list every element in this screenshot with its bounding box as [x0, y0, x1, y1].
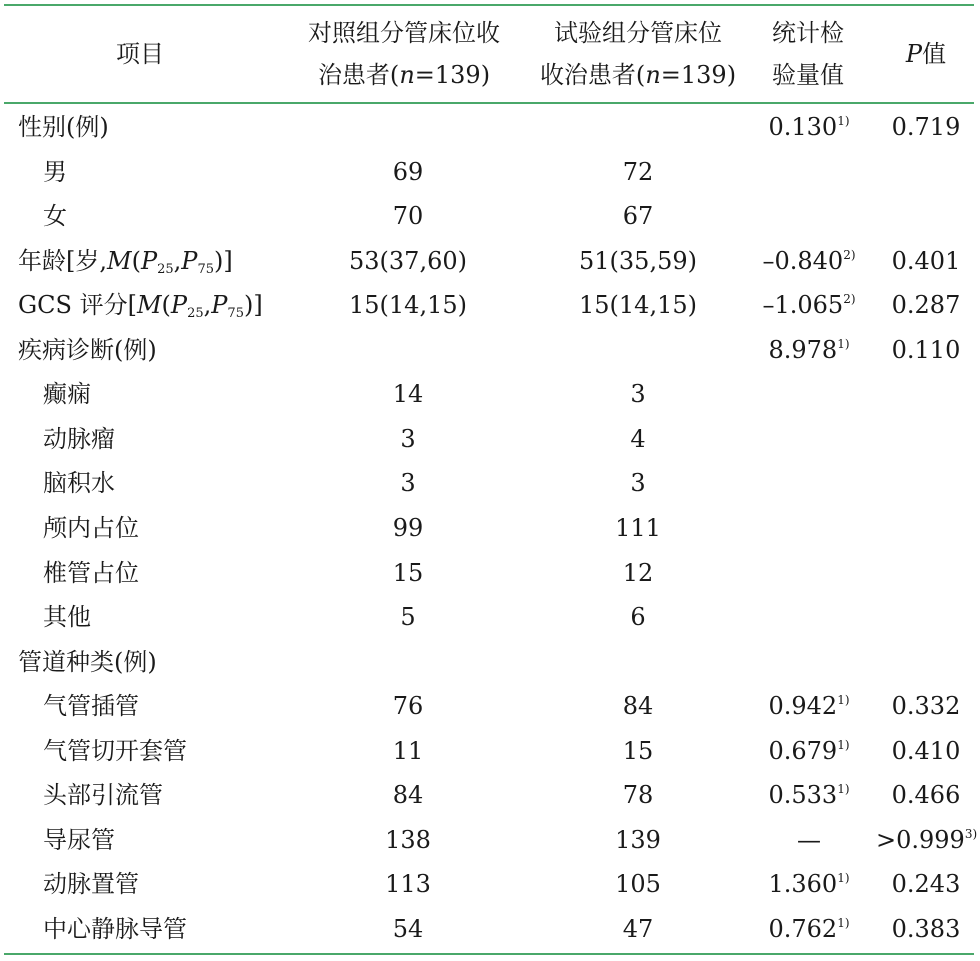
- statistic-footnote: 1): [837, 915, 850, 930]
- table-row: [0, 328, 980, 372]
- statistic-footnote: 1): [837, 737, 850, 752]
- control-value: 3: [400, 469, 416, 498]
- row-label: GCS 评分$[M(P_{25},P_{75})]$: [18, 291, 263, 322]
- statistic-footnote: 1): [837, 336, 850, 351]
- test-value: 72: [622, 157, 654, 186]
- statistic-value: [746, 640, 872, 684]
- statistic-value: 0.533$^{1)}$: [768, 781, 850, 810]
- header-p-label: P值: [905, 40, 947, 68]
- statistic-value: [746, 506, 872, 550]
- control-value: [300, 105, 516, 149]
- table-row: [0, 506, 980, 550]
- row-label: 动脉置管: [43, 870, 139, 899]
- test-value: 3: [630, 469, 646, 498]
- statistic-value: [746, 150, 872, 194]
- p-value: [876, 150, 976, 194]
- test-value: [530, 328, 746, 372]
- header-test-line1: 试验组分管床位: [554, 19, 722, 47]
- control-value: [300, 640, 516, 684]
- statistic-value: –1.065$^{2)}$: [762, 291, 856, 320]
- statistic-value: 8.978$^{1)}$: [768, 335, 850, 364]
- test-value: 105: [615, 870, 661, 899]
- statistic-footnote: 1): [837, 871, 850, 886]
- statistic-footnote: 1): [837, 782, 850, 797]
- row-label: 颅内占位: [43, 513, 139, 542]
- p-value: 0.410: [891, 736, 961, 765]
- p-value: 0.110: [891, 335, 961, 364]
- control-value: 14: [392, 380, 424, 409]
- statistic-value: 0.679$^{1)}$: [768, 736, 850, 765]
- p-value: [876, 506, 976, 550]
- header-item: [40, 8, 240, 100]
- test-value: 15(14,15): [579, 291, 697, 320]
- test-value: [530, 640, 746, 684]
- statistic-value: —: [797, 825, 821, 854]
- row-label: 气管插管: [43, 692, 139, 721]
- row-label: 气管切开套管: [43, 736, 187, 765]
- p-value: [876, 595, 976, 639]
- row-label: 动脉瘤: [43, 424, 115, 453]
- statistic-value: [746, 595, 872, 639]
- p-value: [876, 461, 976, 505]
- p-value: [876, 372, 976, 416]
- table-row: [0, 907, 980, 951]
- table-row: [0, 150, 980, 194]
- control-value: 53(37,60): [349, 246, 467, 275]
- control-value: 3: [400, 424, 416, 453]
- test-value: 51(35,59): [579, 246, 697, 275]
- p-value: [876, 640, 976, 684]
- header-control-line1: 对照组分管床位收: [308, 19, 500, 47]
- statistic-value: –0.840$^{2)}$: [762, 246, 856, 275]
- p-value: 0.243: [891, 870, 961, 899]
- test-value: 15: [622, 736, 654, 765]
- statistic-value: [746, 551, 872, 595]
- test-value: 78: [622, 781, 654, 810]
- table-row: [0, 372, 980, 416]
- table-top-rule: [4, 4, 974, 6]
- control-value: 99: [392, 513, 424, 542]
- statistic-value: [746, 417, 872, 461]
- control-value: 54: [392, 914, 424, 943]
- table-row: [0, 595, 980, 639]
- table-row: [0, 239, 980, 283]
- header-p-value: [876, 8, 976, 100]
- test-value: 12: [622, 558, 654, 587]
- test-value: 47: [622, 914, 654, 943]
- control-value: 84: [392, 781, 424, 810]
- header-statistic-line2: 验量值: [772, 61, 844, 89]
- test-value: 84: [622, 692, 654, 721]
- table-row: [0, 862, 980, 906]
- control-value: [300, 328, 516, 372]
- statistic-footnote: 1): [837, 693, 850, 708]
- control-value: 70: [392, 202, 424, 231]
- row-label: 头部引流管: [43, 781, 163, 810]
- row-label: 椎管占位: [43, 558, 139, 587]
- p-value: 0.383: [891, 914, 961, 943]
- header-test-group: [520, 8, 756, 100]
- p-footnote: 3): [964, 826, 978, 841]
- p-value: $>0.999^{3)}$: [876, 825, 978, 854]
- p-value: [876, 194, 976, 238]
- statistic-value: [746, 461, 872, 505]
- row-label: 男: [43, 157, 67, 186]
- p-value: 0.332: [891, 692, 961, 721]
- row-label: 中心静脉导管: [43, 914, 187, 943]
- statistic-footnote: 2): [843, 247, 856, 262]
- statistic-value: 0.942$^{1)}$: [768, 692, 850, 721]
- test-value: 67: [622, 202, 654, 231]
- row-label: 年龄[岁$,M(P_{25},P_{75})$]: [18, 246, 233, 277]
- test-value: 3: [630, 380, 646, 409]
- test-value: 6: [630, 603, 646, 632]
- p-value: 0.401: [891, 246, 961, 275]
- control-value: 15: [392, 558, 424, 587]
- control-value: 113: [385, 870, 431, 899]
- row-label: 管道种类(例): [18, 647, 157, 676]
- row-label: 癫痫: [43, 380, 91, 409]
- row-label: 性别(例): [18, 113, 109, 141]
- table-row: [0, 461, 980, 505]
- test-value: 111: [615, 513, 661, 542]
- control-value: 69: [392, 157, 424, 186]
- statistic-value: 1.360$^{1)}$: [768, 870, 850, 899]
- row-label: 疾病诊断(例): [18, 335, 157, 364]
- table-row: [0, 194, 980, 238]
- row-label: 导尿管: [43, 825, 115, 854]
- p-value: 0.287: [891, 291, 961, 320]
- table-row: [0, 773, 980, 817]
- statistic-value: 0.130$^{1)}$: [768, 113, 850, 141]
- header-test-line2: 收治患者(n=139): [539, 61, 737, 89]
- control-value: 11: [392, 736, 424, 765]
- control-value: 138: [385, 825, 431, 854]
- statistic-footnote: 1): [837, 114, 850, 128]
- control-value: 76: [392, 692, 424, 721]
- p-value: 0.719: [891, 113, 961, 141]
- test-value: [530, 105, 746, 149]
- table-row: [0, 105, 980, 149]
- row-label: 其他: [43, 603, 91, 632]
- table-row: [0, 818, 980, 862]
- header-control-line2: 治患者(n=139): [317, 61, 491, 89]
- statistic-value: [746, 372, 872, 416]
- table-row: [0, 684, 980, 728]
- control-value: 15(14,15): [349, 291, 467, 320]
- table-row: [0, 729, 980, 773]
- row-label: 脑积水: [43, 469, 115, 498]
- table-header-rule: [4, 102, 974, 104]
- test-value: 4: [630, 424, 646, 453]
- control-value: 5: [400, 603, 416, 632]
- statistic-value: 0.762$^{1)}$: [768, 914, 850, 943]
- header-statistic-line1: 统计检: [772, 19, 844, 47]
- statistic-footnote: 2): [843, 292, 856, 307]
- p-value: [876, 417, 976, 461]
- header-control-group: [284, 8, 524, 100]
- header-statistic: [752, 8, 864, 100]
- table-row: [0, 551, 980, 595]
- table-row: [0, 283, 980, 327]
- p-value: 0.466: [891, 781, 961, 810]
- test-value: 139: [615, 825, 661, 854]
- row-label: 女: [43, 202, 67, 231]
- table-row: [0, 417, 980, 461]
- table-row: [0, 640, 980, 684]
- table-bottom-rule: [4, 953, 974, 955]
- header-item-label: 项目: [116, 40, 164, 68]
- statistic-value: [746, 194, 872, 238]
- p-value: [876, 551, 976, 595]
